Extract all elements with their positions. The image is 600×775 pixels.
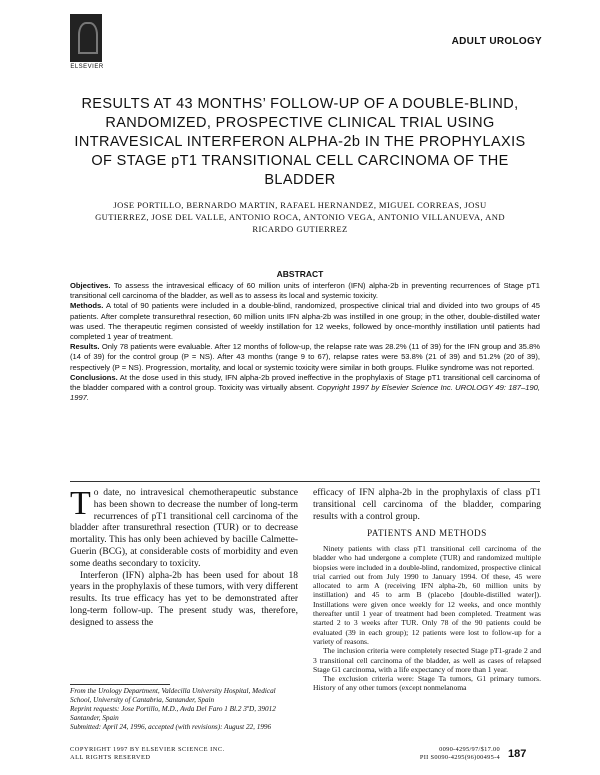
pii: PII S0090-4295(96)00495-4 <box>419 754 500 761</box>
document-identifiers <box>400 746 500 762</box>
elsevier-tree-icon <box>70 14 102 62</box>
elsevier-logo <box>66 14 108 72</box>
abstract-body <box>70 281 540 403</box>
results-label: Results. <box>70 342 100 352</box>
objectives-label: Objectives. <box>70 281 111 290</box>
methods-paragraph-2: The inclusion criteria were completely resected Stage pT1-grade 2 and 3 transitional cell carcinoma of the bladder, as well as cases of relapsed Stage G1 carcinoma, with a life expectancy of more than 1 year. <box>313 646 541 674</box>
intro-paragraph-3: efficacy of IFN alpha-2b in the prophylaxis of class pT1 transitional cell carcinoma of the bladder, comparing results with a control group. <box>313 488 541 522</box>
footnote-affiliation: From the Urology Department, Valdecilla University Hospital, Medical School, University of Cantabria, Santander, Spain <box>70 687 276 705</box>
methods-paragraph-3: The exclusion criteria were: Stage Ta tumors, G1 primary tumors. History of any other tumors (except nonmelanoma <box>313 674 541 693</box>
footnote-reprint: Reprint requests: Jose Portillo, M.D., Avda Del Faro 1 Bl.2 3ºD, 39012 Santander, Spain <box>70 705 276 723</box>
conclusions-text: At the dose used in this study, IFN alpha-2b proved ineffective in the prophylaxis of Stage pT1 transitional cell carcinoma of the bladder compared with a control group. Toxicity was virtually absent. <box>70 372 540 393</box>
abstract-objectives <box>70 281 540 301</box>
intro-paragraph-1 <box>70 485 298 571</box>
page-number: 187 <box>508 748 527 760</box>
abstract-heading: ABSTRACT <box>276 269 324 279</box>
body-column-left <box>70 485 298 630</box>
footnote-submitted: Submitted: April 24, 1996, accepted (with revisions): August 22, 1996 <box>70 723 272 732</box>
intro-text-1: o date, no intravesical chemotherapeutic substance has been shown to decrease the number of long-term recurrences of pT1 transitional cell carcinoma of the bladder after transurethral resection (TUR) or to decrease mortality. This has only been achieved by bacille Calmette-Guerin (BCG), at considerable costs of morbidity and even some deaths secondary to toxicity. <box>70 488 298 569</box>
methods-heading: PATIENTS AND METHODS <box>367 528 487 538</box>
publisher-name: ELSEVIER <box>70 64 104 70</box>
abstract-results <box>70 342 540 373</box>
abstract-citation: Copyright 1997 by Elsevier Science Inc. UROLOGY 49: 187–190, 1997. <box>70 383 540 403</box>
copyright-notice <box>70 746 320 762</box>
methods-text: A total of 90 patients were included in a double-blind, randomized, prospective clinical trial and divided into two groups of 45 patients. After complete transurethral resection, 60 million units IFN alpha-2b was instilled in one group; in the other, double-distilled water was used. The therapeutic regimen consisted of weekly instillation for 12 weeks, followed by once-monthly instillation until patients had completed 1 year of treatment. <box>70 301 540 342</box>
methods-label: Methods. <box>70 301 104 311</box>
conclusions-label: Conclusions. <box>70 372 118 382</box>
abstract-divider <box>70 481 540 482</box>
author-list: JOSE PORTILLO, BERNARDO MARTIN, RAFAEL HERNANDEZ, MIGUEL CORREAS, JOSU GUTIERREZ, JOSE DEL VALLE, ANTONIO ROCA, ANTONIO VEGA, ANTONIO VILLANUEVA, AND RICARDO GUTIERREZ <box>95 200 505 234</box>
copyright-line-1: COPYRIGHT 1997 BY ELSEVIER SCIENCE INC. <box>70 746 225 753</box>
copyright-line-2: ALL RIGHTS RESERVED <box>70 754 151 761</box>
abstract-methods <box>70 301 540 342</box>
results-text: Only 78 patients were evaluable. After 12 months of follow-up, the relapse rate was 28.2% (11 of 39) for the IFN group and 35.8% (14 of 39) for the control group (P = NS). After 43 months (range 9 to 67), relapse rates were 53.8% (21 of 39) and 51.2% (20 of 39), respectively (P = NS). Progression, mortality, and local or systemic toxicity were similar in both groups. Flulike syndrome was not reported. <box>70 342 540 372</box>
footnote-divider <box>70 684 170 685</box>
footnote-block <box>70 687 298 732</box>
intro-paragraph-2: Interferon (IFN) alpha-2b has been used for about 18 years in the prophylaxis of these tumors, with very different results. Its true efficacy has yet to be demonstrated after long-term follow-up. The present study was, therefore, designed to assess the <box>70 570 298 628</box>
section-label: ADULT UROLOGY <box>451 36 542 47</box>
body-column-right-top <box>313 488 541 523</box>
methods-paragraph-1: Ninety patients with class pT1 transitional cell carcinoma of the bladder who had undergone a complete (TUR) and randomized multiple biopsies were included in a double-blind, randomized, prospective clinical trial carried out from July 1990 to January 1994. Of these, 45 were allocated to arm A (receiving IFN alpha-2b, 60 million units by instillation) and 45 to arm B (placebo [double-distilled water]). Instillations were given once weekly for 12 weeks, and once monthly thereafter until 1 year of treatment had been completed. Treatment was started 2 to 3 weeks after TUR. Only 78 of the 90 patients could be evaluated (39 in each group); 12 patients were lost to follow-up for a variety of reasons. <box>313 544 541 646</box>
objectives-text: To assess the intravesical efficacy of 60 million units of interferon (IFN) alpha-2b in preventing recurrences of Stage pT1 transitional cell carcinoma of the bladder, as well as to assess its local and systemic toxicity. <box>70 281 540 301</box>
article-title: RESULTS AT 43 MONTHS’ FOLLOW-UP OF A DOUBLE-BLIND, RANDOMIZED, PROSPECTIVE CLINICAL TRIAL USING INTRAVESICAL INTERFERON ALPHA-2b IN THE PROPHYLAXIS OF STAGE pT1 TRANSITIONAL CELL CARCINOMA OF THE BLADDER <box>74 96 526 188</box>
abstract-conclusions <box>70 373 540 404</box>
issn: 0090-4295/97/$17.00 <box>439 746 500 753</box>
drop-cap: T <box>70 485 91 522</box>
methods-body <box>313 544 541 693</box>
